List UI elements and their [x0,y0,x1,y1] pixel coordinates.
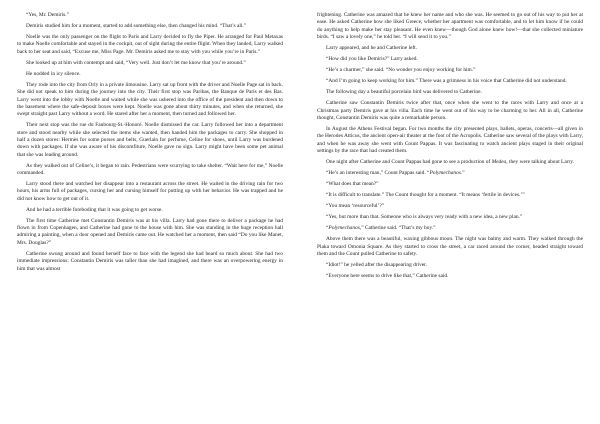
paragraph [317,225,583,232]
paragraph [317,45,583,52]
paragraph-text: The following day a beautiful porcelain bird was delivered to Catherine. [326,89,482,96]
paragraph [317,236,583,258]
paragraph: Their next stop was the rue du Faubourg-St.-Honoré. Noelle dismissed the car. Larry followed her into a department store and stood nearby while she selected the items she wanted, then handed him the packages to carry. She shopped in half a dozen stores: Hermès for some purses and belts, Guerlain for perfume, Celine for shoes, until Larry was burdened down with packages. If she was aware of his discomfiture, Noelle gave no sign. Larry might have been some pet animal that she was leading around. [17,122,283,158]
paragraph-text: “He’s an interesting man,” Count Pappas said. “ [326,170,430,177]
paragraph [317,56,583,63]
paragraph [317,214,583,221]
paragraph-text: One night after Catherine and Count Pappas had gone to see a production of [326,159,492,165]
paragraph-text: “He’s a charmer,” she said. “No wonder you enjoy working for him.” [326,67,476,74]
paragraph: Catherine swung around and found herself face to face with the legend she had heard so much about. She had two immediate impressions: Constantin Demiris was taller than she had imagined, and there was an overpowering energy in him that was almost [17,250,283,272]
paragraph-text: ,” Catherine said. “That’s my boy.” [359,225,436,232]
paragraph [317,126,583,155]
paragraph: Demiris studied him for a moment, started to add something else, then changed his mind. “That’s all.” [26,23,247,30]
paragraph: She looked up at him with contempt and said, “Very well. Just don’t let me know that you’re around.” [26,59,246,66]
italic-term: Polymechanos [328,225,360,232]
left-page [17,12,283,277]
paragraph [317,78,583,85]
paragraph-text: , they were talking about Larry. [506,159,575,165]
paragraph-text: In August the Athens Festival began. For two months the city presented plays, ballets, operas, concerts—all given in the Herodes Atticus, the ancient open-air theater at the foot of the Acropolis. Catherine saw several of the plays with Larry, and when he was away she went with Count Pappas. It was fascinating to watch ancient plays staged in their original settings by the race that had created them. [317,125,583,154]
paragraph-text: “You mean ‘resourceful’?” [326,203,385,210]
paragraph [317,67,583,74]
paragraph-text: “Idiot!” he yelled after the disappearing driver. [326,261,428,268]
paragraph-text: “It is difficult to translate.” The Count thought for a moment. “It means ‘fertile in devices.’” [326,192,525,199]
paragraph: They rode into the city from Orly in a private limousine. Larry sat up front with the driver and Noelle Page sat in back. She did not speak to him during the journey into the city. Their first stop was Paribas, the Banque de Paris et des Bas. Larry went into the lobby with Noelle and waited while she was ushered into the office of the president and then down to the basement where the safe-deposit boxes were kept. Noelle was gone about thirty minutes, and when she returned, she swept straight past Larry without a word. He stared after her a moment, then turned and followed her. [17,81,283,118]
paragraph [317,203,583,210]
paragraph [317,170,583,177]
paragraph [317,181,583,188]
paragraph-text: Catherine saw Constantin Demiris twice after that, once when she went to the races with Larry and once at a Christmas party Demiris gave at his villa. Each time he went out of his way to be charming to her. All in all, Catherine thought, Constantin Demiris was quite a remarkable person. [317,100,583,121]
paragraph [317,192,583,199]
paragraph: Larry stood there and watched her disappear into a restaurant across the street. He waited in the driving rain for two hours, his arms full of packages, cursing her and cursing himself for putting up with her behavior. He was trapped and he did not know how to get out of it. [17,181,283,202]
paragraph-text: “And I’m going to keep working for him.” There was a grimness in his voice that Catherine did not understand. [326,78,567,85]
paragraph: The first time Catherine met Constantin Demiris was at his villa. Larry had gone there to deliver a package he had flown in from Copenhagen, and Catherine had gone to the house with him. She was standing in the huge reception hall admiring a painting, when a door opened and Demiris came out. He watched her a moment, then said “Do you like Manet, Mrs. Douglas?” [17,217,283,246]
paragraph [317,89,583,96]
paragraph [317,159,583,166]
paragraph: “Yes, Mr. Demiris.” [26,12,70,18]
paragraph: And he had a terrible foreboding that it was going to get worse. [26,206,163,213]
paragraph-text: “Yes, but more than that. Someone who is always very ready with a new idea, a new plan.” [326,214,523,221]
paragraph-text: “Everyone here seems to drive like that,” Catherine said. [326,272,449,279]
italic-term: Medea [491,159,507,165]
paragraph-text: “How did you like Demiris?” Larry asked. [326,56,418,63]
right-page [317,12,583,284]
paragraph-text: Above them there was a beautiful, waxing gibbous moon. The night was balmy and warm. They walked through the Plaka toward Omonia Square. As they started to cross the street, a car raced around the corner, headed straight toward them and the Count pulled Catherine to safety. [317,236,583,257]
paragraph-text: “ [326,225,329,232]
paragraph-text: .” [460,170,465,177]
paragraph: He nodded in icy silence. [26,70,81,77]
italic-term: Polymechanos [429,170,461,177]
paragraph-text: Larry appeared, and he and Catherine left. [326,45,417,52]
paragraph [317,273,583,280]
paragraph [317,262,583,269]
paragraph [317,12,583,41]
paragraph: As they walked out of Celine’s, it began to rain. Pedestrians were scurrying to take shelter. “Wait here for me,” Noelle commanded. [17,162,283,176]
paragraph [317,100,583,122]
paragraph: Noelle was the only passenger on the flight to Paris and Larry decided to fly the Piper. He arranged for Paul Metaxas to make Noelle comfortable and stayed in the cockpit, out of sight during the entire flight. When they landed, Larry walked back to her seat and said, “Excuse me, Miss Page. Mr. Demiris asked me to stay with you while you’re in Paris.” [17,34,283,55]
paragraph-text: frightening. Catherine was amazed that he knew her name and who she was. He seemed to go out of his way to put her at ease. He asked Catherine how she liked Greece, whether her apartment was comfortable, and to let him know if he could do anything to help make her stay pleasant. He even knew—though God alone knew how!—that she collected miniature birds. “I saw a lovely one,” he told her. “I will send it to you.” [317,12,583,41]
paragraph-text: “What does that mean?” [326,181,379,188]
